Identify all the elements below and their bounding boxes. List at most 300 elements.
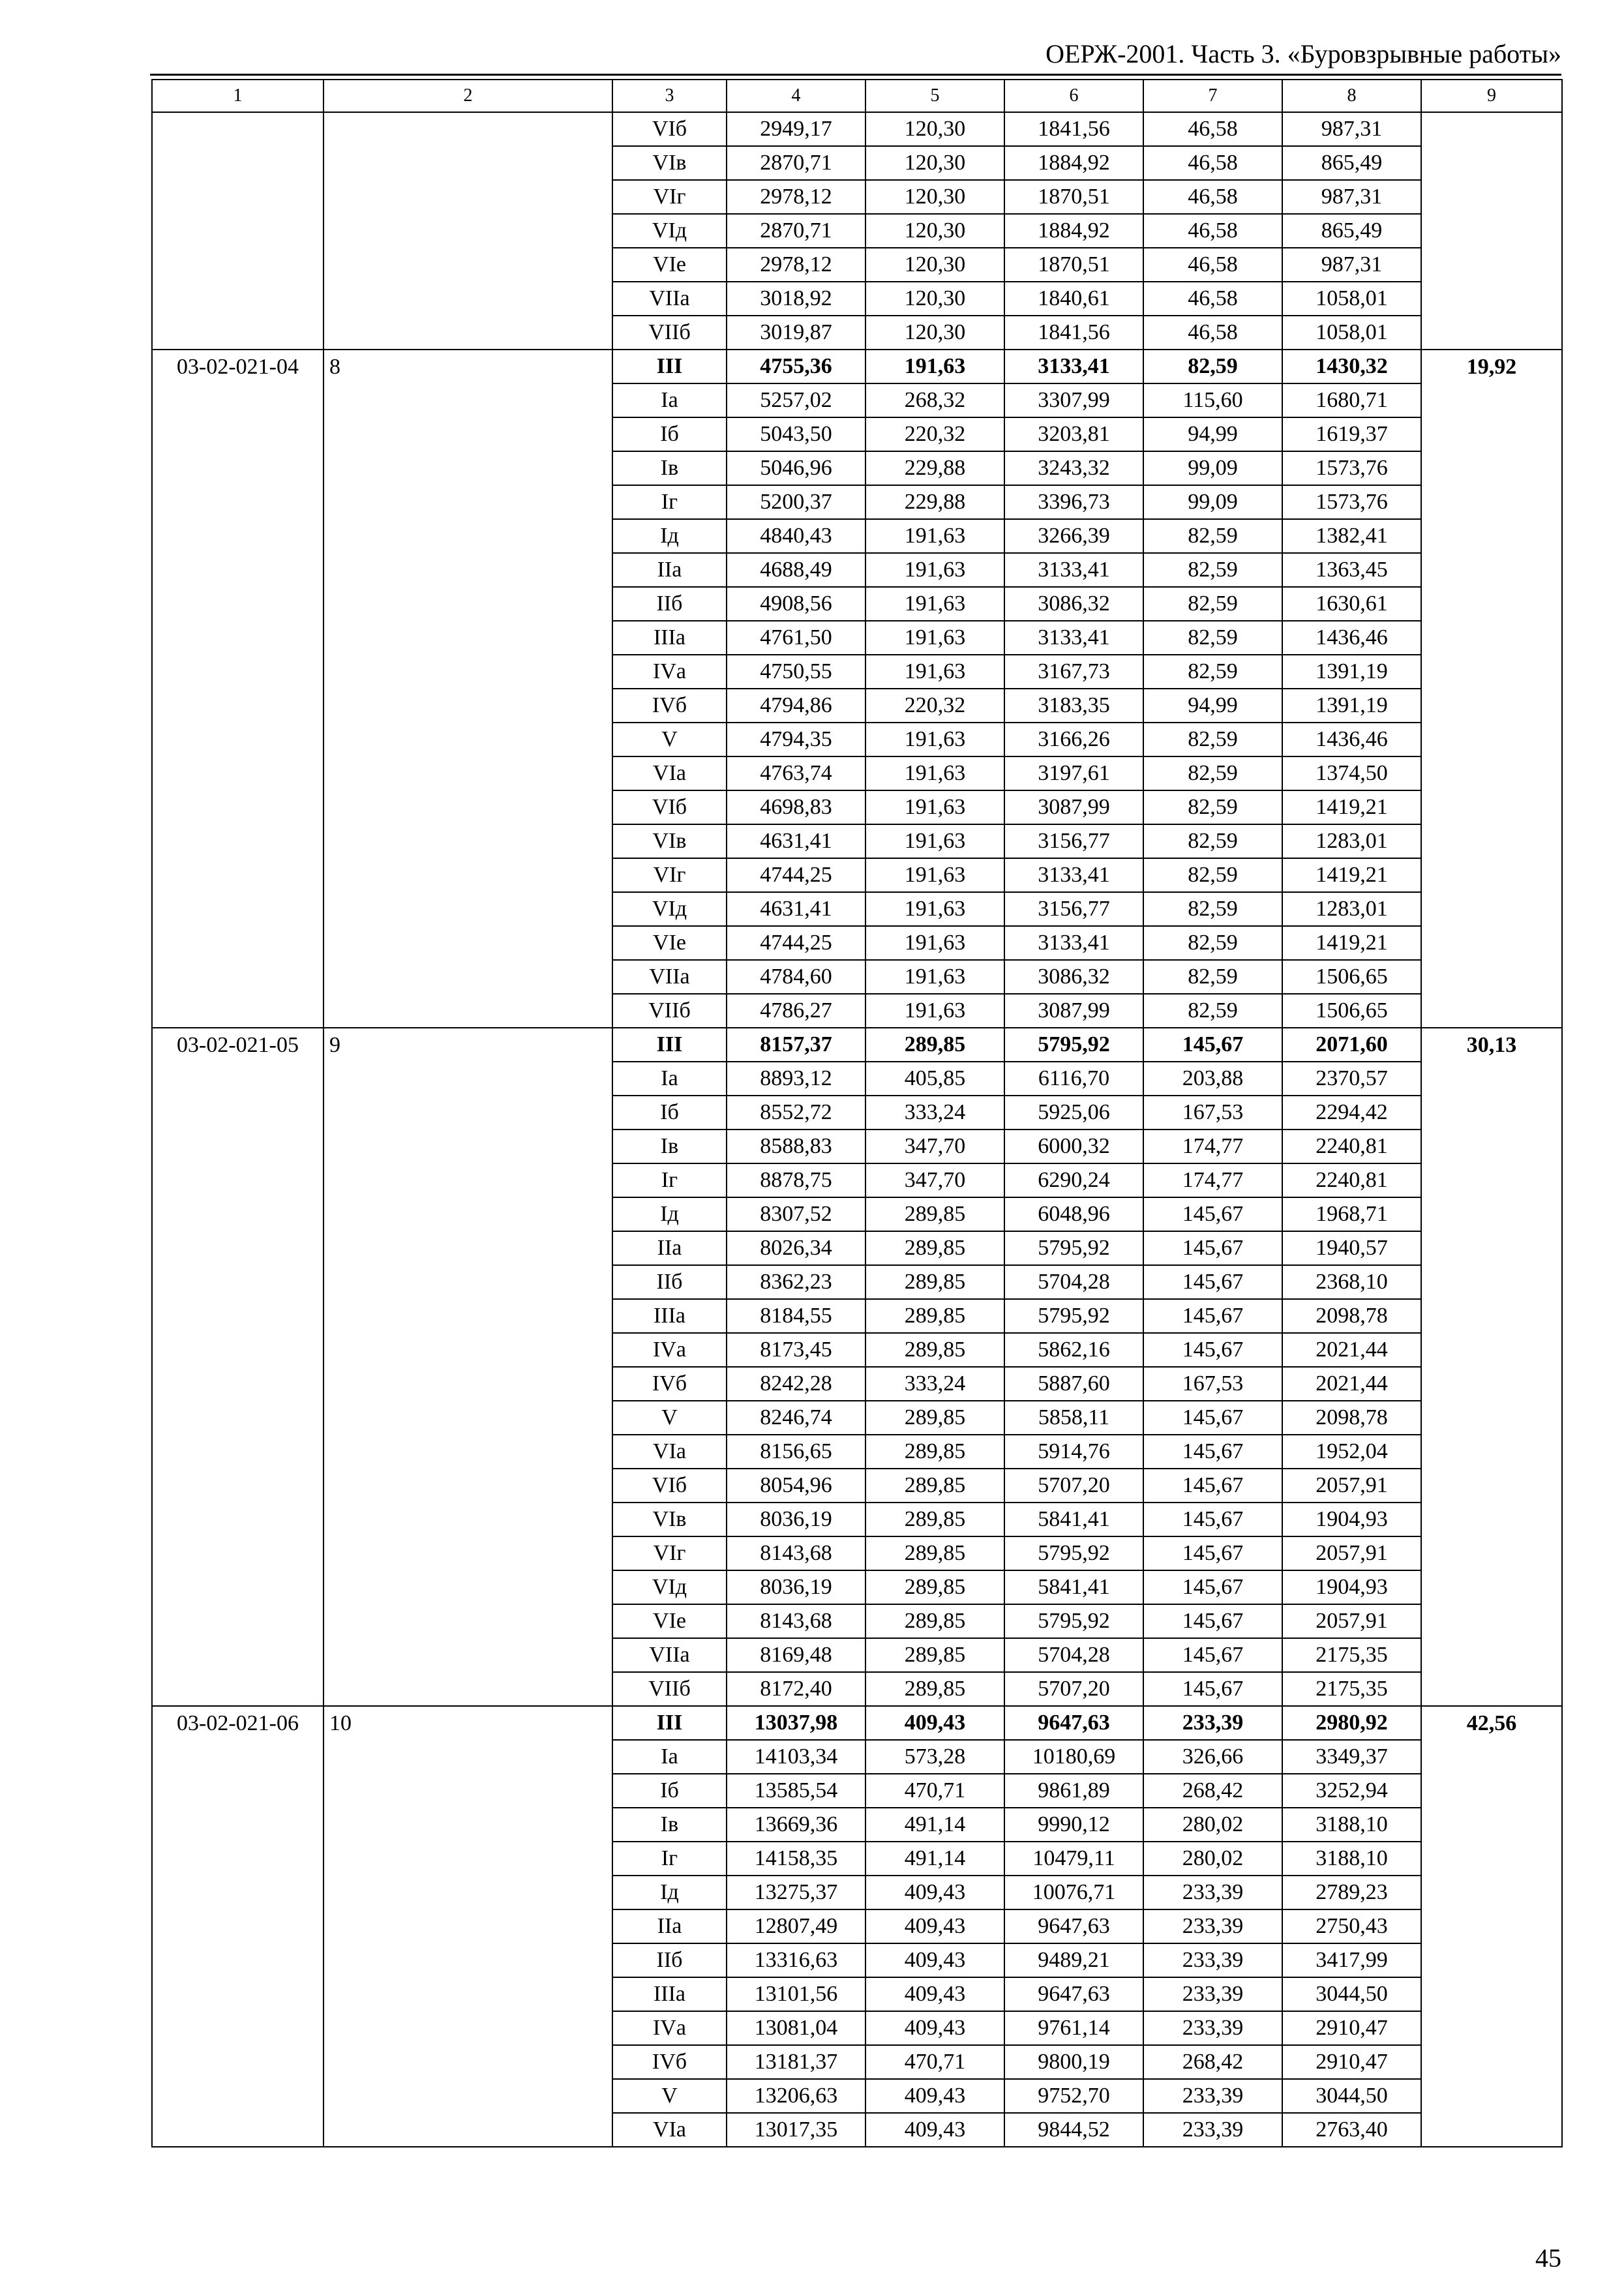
- value-cell: 289,85: [865, 1604, 1004, 1638]
- value-cell: 491,14: [865, 1808, 1004, 1842]
- value-cell: 3086,32: [1004, 587, 1143, 621]
- value-cell: 289,85: [865, 1265, 1004, 1299]
- value-cell: 82,59: [1143, 621, 1282, 655]
- value-cell: 174,77: [1143, 1163, 1282, 1197]
- value-cell: 5925,06: [1004, 1096, 1143, 1130]
- value-cell: 82,59: [1143, 926, 1282, 960]
- value-cell: 2240,81: [1282, 1163, 1421, 1197]
- value-cell: 1870,51: [1004, 248, 1143, 282]
- running-header: ОЕРЖ-2001. Часть 3. «Буровзрывные работы»: [1045, 39, 1561, 68]
- value-cell: 289,85: [865, 1536, 1004, 1570]
- header-rule: [150, 74, 1561, 76]
- column-number: 8: [1282, 80, 1421, 112]
- value-cell: 289,85: [865, 1299, 1004, 1333]
- category-cell: IVб: [612, 689, 727, 723]
- value-cell: 2240,81: [1282, 1130, 1421, 1163]
- value-cell: 145,67: [1143, 1435, 1282, 1469]
- value-cell: 191,63: [865, 723, 1004, 756]
- page-number: 45: [1535, 2243, 1561, 2273]
- value-cell: 289,85: [865, 1401, 1004, 1435]
- value-cell: 8893,12: [727, 1062, 865, 1096]
- category-cell: VIд: [612, 892, 727, 926]
- value-cell: 289,85: [865, 1503, 1004, 1536]
- value-cell: 12807,49: [727, 1909, 865, 1943]
- category-cell: Iг: [612, 485, 727, 519]
- value-cell: 3166,26: [1004, 723, 1143, 756]
- category-cell: VIг: [612, 180, 727, 214]
- value-cell: 82,59: [1143, 350, 1282, 383]
- value-cell: 2789,23: [1282, 1876, 1421, 1909]
- category-cell: VIб: [612, 790, 727, 824]
- column-number: 2: [323, 80, 612, 112]
- value-cell: 5257,02: [727, 383, 865, 417]
- value-cell: 2763,40: [1282, 2113, 1421, 2147]
- value-cell: 120,30: [865, 316, 1004, 350]
- category-cell: VIв: [612, 1503, 727, 1536]
- value-cell: 46,58: [1143, 112, 1282, 146]
- value-cell: 99,09: [1143, 451, 1282, 485]
- value-cell: 1436,46: [1282, 723, 1421, 756]
- category-cell: VIг: [612, 1536, 727, 1570]
- value-cell: 3243,32: [1004, 451, 1143, 485]
- category-cell: Iа: [612, 1062, 727, 1096]
- value-cell: 94,99: [1143, 689, 1282, 723]
- value-cell: 5858,11: [1004, 1401, 1143, 1435]
- value-cell: 120,30: [865, 112, 1004, 146]
- value-cell: 3156,77: [1004, 892, 1143, 926]
- value-cell: 13017,35: [727, 2113, 865, 2147]
- value-cell: 5887,60: [1004, 1367, 1143, 1401]
- value-cell: 1419,21: [1282, 926, 1421, 960]
- value-cell: 1630,61: [1282, 587, 1421, 621]
- value-cell: 326,66: [1143, 1740, 1282, 1774]
- value-cell: 3133,41: [1004, 926, 1143, 960]
- value-cell: 145,67: [1143, 1028, 1282, 1062]
- value-cell: 145,67: [1143, 1672, 1282, 1706]
- value-cell: 289,85: [865, 1638, 1004, 1672]
- value-cell: 5795,92: [1004, 1231, 1143, 1265]
- value-cell: 82,59: [1143, 824, 1282, 858]
- value-cell: 3019,87: [727, 316, 865, 350]
- value-cell: 5704,28: [1004, 1638, 1143, 1672]
- value-cell: 4763,74: [727, 756, 865, 790]
- value-cell: 191,63: [865, 994, 1004, 1028]
- extra-value-cell: 30,13: [1421, 1028, 1562, 1706]
- value-cell: 220,32: [865, 689, 1004, 723]
- value-cell: 5200,37: [727, 485, 865, 519]
- category-cell: III: [612, 1028, 727, 1062]
- value-cell: 1940,57: [1282, 1231, 1421, 1265]
- category-cell: Iв: [612, 451, 727, 485]
- value-cell: 1573,76: [1282, 485, 1421, 519]
- value-cell: 2368,10: [1282, 1265, 1421, 1299]
- value-cell: 1506,65: [1282, 960, 1421, 994]
- value-cell: 4631,41: [727, 892, 865, 926]
- value-cell: 9647,63: [1004, 1977, 1143, 2011]
- value-cell: 6048,96: [1004, 1197, 1143, 1231]
- value-cell: 2370,57: [1282, 1062, 1421, 1096]
- value-cell: 82,59: [1143, 892, 1282, 926]
- value-cell: 145,67: [1143, 1604, 1282, 1638]
- value-cell: 2949,17: [727, 112, 865, 146]
- table-row: [152, 1028, 1562, 1062]
- rate-code-cell: 03-02-021-06: [152, 1706, 323, 2147]
- column-number: 6: [1004, 80, 1143, 112]
- value-cell: 8588,83: [727, 1130, 865, 1163]
- value-cell: 233,39: [1143, 1943, 1282, 1977]
- value-cell: 2021,44: [1282, 1367, 1421, 1401]
- value-cell: 268,32: [865, 383, 1004, 417]
- category-cell: IIб: [612, 1265, 727, 1299]
- category-cell: IIб: [612, 1943, 727, 1977]
- value-cell: 3087,99: [1004, 994, 1143, 1028]
- value-cell: 1058,01: [1282, 282, 1421, 316]
- value-cell: 289,85: [865, 1435, 1004, 1469]
- value-cell: 2057,91: [1282, 1604, 1421, 1638]
- value-cell: 491,14: [865, 1842, 1004, 1876]
- value-cell: 145,67: [1143, 1570, 1282, 1604]
- value-cell: 8157,37: [727, 1028, 865, 1062]
- value-cell: 1363,45: [1282, 553, 1421, 587]
- value-cell: 3188,10: [1282, 1842, 1421, 1876]
- value-cell: 13101,56: [727, 1977, 865, 2011]
- value-cell: 9861,89: [1004, 1774, 1143, 1808]
- column-number: 7: [1143, 80, 1282, 112]
- category-cell: VIIа: [612, 1638, 727, 1672]
- value-cell: 5795,92: [1004, 1028, 1143, 1062]
- value-cell: 120,30: [865, 282, 1004, 316]
- value-cell: 280,02: [1143, 1842, 1282, 1876]
- value-cell: 409,43: [865, 1876, 1004, 1909]
- value-cell: 1904,93: [1282, 1570, 1421, 1604]
- value-cell: 8036,19: [727, 1503, 865, 1536]
- value-cell: 46,58: [1143, 214, 1282, 248]
- value-cell: 233,39: [1143, 1977, 1282, 2011]
- value-cell: 82,59: [1143, 858, 1282, 892]
- value-cell: 82,59: [1143, 994, 1282, 1028]
- value-cell: 8026,34: [727, 1231, 865, 1265]
- category-cell: V: [612, 2079, 727, 2113]
- value-cell: 13206,63: [727, 2079, 865, 2113]
- value-cell: 46,58: [1143, 316, 1282, 350]
- value-cell: 5841,41: [1004, 1570, 1143, 1604]
- value-cell: 2057,91: [1282, 1469, 1421, 1503]
- value-cell: 3133,41: [1004, 553, 1143, 587]
- value-cell: 3197,61: [1004, 756, 1143, 790]
- value-cell: 167,53: [1143, 1096, 1282, 1130]
- value-cell: 1506,65: [1282, 994, 1421, 1028]
- value-cell: 1680,71: [1282, 383, 1421, 417]
- value-cell: 3183,35: [1004, 689, 1143, 723]
- value-cell: 5707,20: [1004, 1672, 1143, 1706]
- category-cell: VIв: [612, 146, 727, 180]
- value-cell: 8307,52: [727, 1197, 865, 1231]
- category-cell: VIIа: [612, 960, 727, 994]
- column-number: 5: [865, 80, 1004, 112]
- value-cell: 4755,36: [727, 350, 865, 383]
- value-cell: 3417,99: [1282, 1943, 1421, 1977]
- value-cell: 174,77: [1143, 1130, 1282, 1163]
- category-cell: IIIа: [612, 621, 727, 655]
- value-cell: 289,85: [865, 1028, 1004, 1062]
- table-row: [152, 350, 1562, 383]
- table-row: [152, 112, 1562, 146]
- value-cell: 409,43: [865, 2011, 1004, 2045]
- category-cell: VIг: [612, 858, 727, 892]
- value-cell: 82,59: [1143, 790, 1282, 824]
- value-cell: 8552,72: [727, 1096, 865, 1130]
- value-cell: 2071,60: [1282, 1028, 1421, 1062]
- value-cell: 333,24: [865, 1096, 1004, 1130]
- value-cell: 191,63: [865, 655, 1004, 689]
- category-cell: VIб: [612, 1469, 727, 1503]
- value-cell: 268,42: [1143, 2045, 1282, 2079]
- value-cell: 46,58: [1143, 146, 1282, 180]
- category-cell: IIа: [612, 1909, 727, 1943]
- category-cell: Iб: [612, 417, 727, 451]
- value-cell: 289,85: [865, 1672, 1004, 1706]
- column-number: 9: [1421, 80, 1562, 112]
- value-cell: 1430,32: [1282, 350, 1421, 383]
- value-cell: 8246,74: [727, 1401, 865, 1435]
- value-cell: 82,59: [1143, 655, 1282, 689]
- value-cell: 145,67: [1143, 1265, 1282, 1299]
- value-cell: 2978,12: [727, 180, 865, 214]
- value-cell: 10479,11: [1004, 1842, 1143, 1876]
- value-cell: 145,67: [1143, 1638, 1282, 1672]
- value-cell: 10076,71: [1004, 1876, 1143, 1909]
- value-cell: 115,60: [1143, 383, 1282, 417]
- value-cell: 99,09: [1143, 485, 1282, 519]
- value-cell: 2175,35: [1282, 1638, 1421, 1672]
- value-cell: 1283,01: [1282, 824, 1421, 858]
- value-cell: 10180,69: [1004, 1740, 1143, 1774]
- value-cell: 145,67: [1143, 1231, 1282, 1265]
- value-cell: 145,67: [1143, 1401, 1282, 1435]
- category-cell: V: [612, 723, 727, 756]
- value-cell: 409,43: [865, 1706, 1004, 1740]
- value-cell: 2057,91: [1282, 1536, 1421, 1570]
- value-cell: 145,67: [1143, 1536, 1282, 1570]
- extra-value-cell: [1421, 112, 1562, 350]
- value-cell: 6116,70: [1004, 1062, 1143, 1096]
- category-cell: IVб: [612, 2045, 727, 2079]
- value-cell: 268,42: [1143, 1774, 1282, 1808]
- category-cell: IVа: [612, 655, 727, 689]
- value-cell: 1283,01: [1282, 892, 1421, 926]
- value-cell: 1436,46: [1282, 621, 1421, 655]
- value-cell: 1870,51: [1004, 180, 1143, 214]
- value-cell: 120,30: [865, 248, 1004, 282]
- value-cell: 3203,81: [1004, 417, 1143, 451]
- value-cell: 9800,19: [1004, 2045, 1143, 2079]
- category-cell: VIе: [612, 1604, 727, 1638]
- category-cell: Iб: [612, 1774, 727, 1808]
- value-cell: 289,85: [865, 1231, 1004, 1265]
- value-cell: 470,71: [865, 2045, 1004, 2079]
- value-cell: 3044,50: [1282, 2079, 1421, 2113]
- value-cell: 8173,45: [727, 1333, 865, 1367]
- description-cell: 10: [323, 1706, 612, 2147]
- category-cell: VIб: [612, 112, 727, 146]
- value-cell: 1841,56: [1004, 112, 1143, 146]
- value-cell: 2098,78: [1282, 1299, 1421, 1333]
- value-cell: 5914,76: [1004, 1435, 1143, 1469]
- value-cell: 470,71: [865, 1774, 1004, 1808]
- value-cell: 82,59: [1143, 519, 1282, 553]
- value-cell: 145,67: [1143, 1469, 1282, 1503]
- value-cell: 409,43: [865, 1977, 1004, 2011]
- value-cell: 13669,36: [727, 1808, 865, 1842]
- value-cell: 46,58: [1143, 282, 1282, 316]
- value-cell: 13181,37: [727, 2045, 865, 2079]
- category-cell: Iд: [612, 519, 727, 553]
- category-cell: III: [612, 350, 727, 383]
- value-cell: 3044,50: [1282, 1977, 1421, 2011]
- rate-code-cell: 03-02-021-04: [152, 350, 323, 1028]
- value-cell: 3133,41: [1004, 350, 1143, 383]
- value-cell: 191,63: [865, 824, 1004, 858]
- value-cell: 8169,48: [727, 1638, 865, 1672]
- value-cell: 13037,98: [727, 1706, 865, 1740]
- value-cell: 409,43: [865, 1943, 1004, 1977]
- value-cell: 9647,63: [1004, 1706, 1143, 1740]
- category-cell: Iг: [612, 1163, 727, 1197]
- value-cell: 1573,76: [1282, 451, 1421, 485]
- value-cell: 3349,37: [1282, 1740, 1421, 1774]
- value-cell: 46,58: [1143, 248, 1282, 282]
- value-cell: 46,58: [1143, 180, 1282, 214]
- table-body: [152, 80, 1562, 2147]
- value-cell: 8172,40: [727, 1672, 865, 1706]
- value-cell: 333,24: [865, 1367, 1004, 1401]
- value-cell: 1952,04: [1282, 1435, 1421, 1469]
- category-cell: VIIб: [612, 316, 727, 350]
- table-row: [152, 1706, 1562, 1740]
- value-cell: 2870,71: [727, 146, 865, 180]
- category-cell: Iв: [612, 1130, 727, 1163]
- category-cell: Iд: [612, 1876, 727, 1909]
- value-cell: 5707,20: [1004, 1469, 1143, 1503]
- value-cell: 5795,92: [1004, 1536, 1143, 1570]
- category-cell: IIб: [612, 587, 727, 621]
- value-cell: 2870,71: [727, 214, 865, 248]
- category-cell: VIе: [612, 926, 727, 960]
- value-cell: 2175,35: [1282, 1672, 1421, 1706]
- category-cell: III: [612, 1706, 727, 1740]
- value-cell: 289,85: [865, 1197, 1004, 1231]
- category-cell: VIд: [612, 1570, 727, 1604]
- value-cell: 145,67: [1143, 1333, 1282, 1367]
- category-cell: V: [612, 1401, 727, 1435]
- value-cell: 4908,56: [727, 587, 865, 621]
- value-cell: 145,67: [1143, 1197, 1282, 1231]
- value-cell: 1374,50: [1282, 756, 1421, 790]
- category-cell: VIа: [612, 756, 727, 790]
- value-cell: 409,43: [865, 2079, 1004, 2113]
- column-number: 3: [612, 80, 727, 112]
- value-cell: 2750,43: [1282, 1909, 1421, 1943]
- value-cell: 13585,54: [727, 1774, 865, 1808]
- value-cell: 220,32: [865, 417, 1004, 451]
- value-cell: 4631,41: [727, 824, 865, 858]
- value-cell: 5795,92: [1004, 1299, 1143, 1333]
- rate-code-cell: 03-02-021-05: [152, 1028, 323, 1706]
- value-cell: 405,85: [865, 1062, 1004, 1096]
- value-cell: 13316,63: [727, 1943, 865, 1977]
- value-cell: 1391,19: [1282, 689, 1421, 723]
- column-number-row: [152, 80, 1562, 112]
- column-number: 4: [727, 80, 865, 112]
- value-cell: 280,02: [1143, 1808, 1282, 1842]
- value-cell: 229,88: [865, 451, 1004, 485]
- value-cell: 2910,47: [1282, 2011, 1421, 2045]
- value-cell: 82,59: [1143, 553, 1282, 587]
- value-cell: 4794,35: [727, 723, 865, 756]
- category-cell: VIв: [612, 824, 727, 858]
- category-cell: Iд: [612, 1197, 727, 1231]
- value-cell: 82,59: [1143, 723, 1282, 756]
- value-cell: 8143,68: [727, 1604, 865, 1638]
- value-cell: 191,63: [865, 926, 1004, 960]
- value-cell: 987,31: [1282, 248, 1421, 282]
- category-cell: Iв: [612, 1808, 727, 1842]
- value-cell: 289,85: [865, 1469, 1004, 1503]
- value-cell: 1619,37: [1282, 417, 1421, 451]
- value-cell: 191,63: [865, 892, 1004, 926]
- value-cell: 233,39: [1143, 2011, 1282, 2045]
- category-cell: VIе: [612, 248, 727, 282]
- value-cell: 1840,61: [1004, 282, 1143, 316]
- value-cell: 987,31: [1282, 180, 1421, 214]
- value-cell: 4786,27: [727, 994, 865, 1028]
- value-cell: 3167,73: [1004, 655, 1143, 689]
- value-cell: 14103,34: [727, 1740, 865, 1774]
- category-cell: Iа: [612, 383, 727, 417]
- value-cell: 82,59: [1143, 756, 1282, 790]
- value-cell: 4744,25: [727, 858, 865, 892]
- value-cell: 233,39: [1143, 2113, 1282, 2147]
- value-cell: 191,63: [865, 858, 1004, 892]
- value-cell: 4744,25: [727, 926, 865, 960]
- value-cell: 191,63: [865, 621, 1004, 655]
- value-cell: 9990,12: [1004, 1808, 1143, 1842]
- value-cell: 8054,96: [727, 1469, 865, 1503]
- price-table: [151, 79, 1563, 2147]
- value-cell: 1419,21: [1282, 790, 1421, 824]
- category-cell: Iг: [612, 1842, 727, 1876]
- category-cell: IVб: [612, 1367, 727, 1401]
- value-cell: 8156,65: [727, 1435, 865, 1469]
- category-cell: IVа: [612, 2011, 727, 2045]
- value-cell: 8878,75: [727, 1163, 865, 1197]
- value-cell: 191,63: [865, 519, 1004, 553]
- value-cell: 4794,86: [727, 689, 865, 723]
- category-cell: IIIа: [612, 1977, 727, 2011]
- value-cell: 5046,96: [727, 451, 865, 485]
- value-cell: 2980,92: [1282, 1706, 1421, 1740]
- value-cell: 1904,93: [1282, 1503, 1421, 1536]
- value-cell: 3087,99: [1004, 790, 1143, 824]
- description-cell: 8: [323, 350, 612, 1028]
- value-cell: 191,63: [865, 790, 1004, 824]
- value-cell: 865,49: [1282, 146, 1421, 180]
- value-cell: 1841,56: [1004, 316, 1143, 350]
- category-cell: IVа: [612, 1333, 727, 1367]
- value-cell: 5862,16: [1004, 1333, 1143, 1367]
- value-cell: 3307,99: [1004, 383, 1143, 417]
- value-cell: 289,85: [865, 1570, 1004, 1604]
